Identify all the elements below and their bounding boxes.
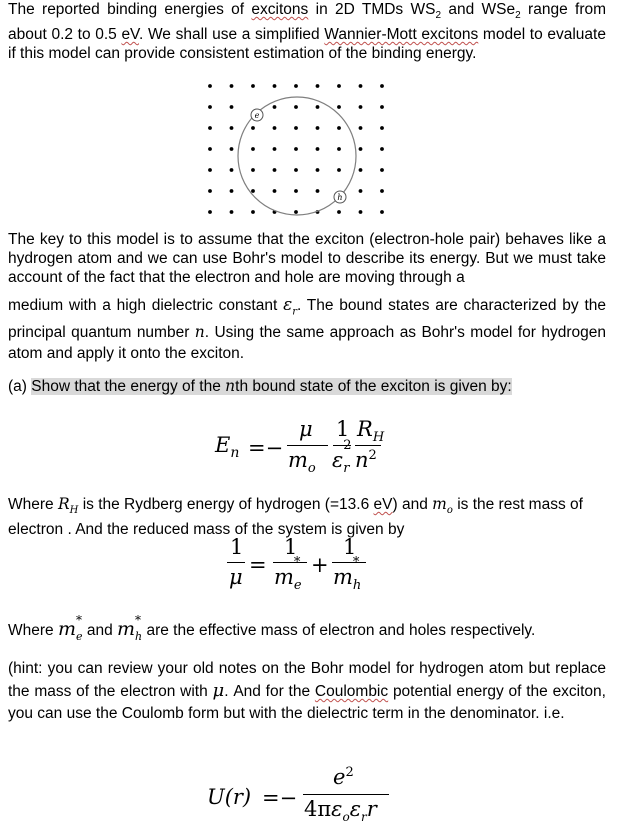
lattice-dots xyxy=(208,84,384,214)
part-a-question xyxy=(8,377,606,396)
lattice-dot xyxy=(208,210,212,214)
lattice-dot xyxy=(208,105,212,109)
lattice-dot xyxy=(208,168,212,172)
spellcheck-excitons: excitons xyxy=(251,1,309,18)
lattice-dot xyxy=(316,84,320,88)
lattice-dot xyxy=(380,105,384,109)
lattice-dot xyxy=(251,84,255,88)
lattice-dot xyxy=(251,147,255,151)
lattice-dot xyxy=(337,147,341,151)
lattice-dot xyxy=(273,126,277,130)
lattice-dot xyxy=(294,126,298,130)
lattice-dot xyxy=(359,105,363,109)
lattice-dot xyxy=(230,210,234,214)
lattice-dot xyxy=(380,168,384,172)
lattice-dot xyxy=(337,84,341,88)
lattice-dot xyxy=(380,189,384,193)
lattice-dot xyxy=(230,147,234,151)
lattice-dot xyxy=(337,126,341,130)
lattice-dot xyxy=(316,147,320,151)
lattice-dot xyxy=(359,210,363,214)
key-paragraph: The key to this model is to assume that the exciton (electron-hole pair) behaves like a hydrogen atom and we can use Bohr's model to describe its energy. But we must take account of the fact that the electron and hole are moving through a xyxy=(8,231,606,286)
epsilon-r-symbol: $\varepsilon_r$ xyxy=(283,295,297,318)
lattice-dot xyxy=(359,84,363,88)
lattice-dot xyxy=(337,105,341,109)
lattice-dot xyxy=(273,147,277,151)
lattice-dot xyxy=(380,84,384,88)
lattice-dot xyxy=(294,168,298,172)
medium-paragraph: medium with a high dielectric constant $\varepsilon_r$. The bound states are characterized by the principal quantum number n. Using the same approach as Bohr's model for hydrogen atom and apply it onto the exciton. xyxy=(8,295,606,363)
intro-paragraph: The reported binding energies of excitons in 2D TMDs $WS_2$ and WSe$_2$ range from about 0.2 to 0.5 eV. We shall use a simplified Wannier-Mott excitons model to evaluate if this model can provide consistent estimation of the binding energy. xyxy=(8,1,607,63)
lattice-dot xyxy=(208,189,212,193)
lattice-dot xyxy=(316,126,320,130)
lattice-dot xyxy=(208,84,212,88)
lattice-dot xyxy=(208,147,212,151)
lattice-dot xyxy=(337,210,341,214)
lattice-dot xyxy=(294,84,298,88)
lattice-dot xyxy=(251,189,255,193)
part-a-label: (a) xyxy=(8,378,27,395)
lattice-dot xyxy=(380,126,384,130)
lattice-dot xyxy=(337,168,341,172)
lattice-dot xyxy=(316,105,320,109)
part-a-highlight: Show that the energy of the nth bound state of the exciton is given by: xyxy=(31,377,512,395)
lattice-dot xyxy=(273,189,277,193)
lattice-dot xyxy=(294,210,298,214)
lattice-dot xyxy=(359,147,363,151)
hint-paragraph: (hint: you can review your old notes on the Bohr model for hydrogen atom but replace the mass of the electron with μ. And for the Coulombic potential energy of the exciton, you can use the Coulomb form but with the dielectric term in the denominator. i.e. xyxy=(8,660,606,722)
lattice-dot xyxy=(273,105,277,109)
lattice-dot xyxy=(316,168,320,172)
lattice-dot xyxy=(359,126,363,130)
spellcheck-coulombic: Coulombic xyxy=(314,683,389,700)
lattice-dot xyxy=(273,168,277,172)
lattice-dot xyxy=(316,189,320,193)
spellcheck-wannier: Wannier-Mott excitons xyxy=(324,26,479,44)
n-symbol: n xyxy=(194,323,205,342)
lattice-dot xyxy=(380,210,384,214)
electron-label: e xyxy=(254,111,260,120)
lattice-dot xyxy=(251,210,255,214)
lattice-figure xyxy=(195,75,400,225)
lattice-dot xyxy=(230,168,234,172)
lattice-dot xyxy=(208,126,212,130)
hole-label: h xyxy=(337,193,343,202)
lattice-dot xyxy=(230,105,234,109)
lattice-dot xyxy=(294,105,298,109)
lattice-dot xyxy=(230,126,234,130)
rydberg-paragraph: Where $R_H$ is the Rydberg energy of hydrogen (=13.6 eV) and $m_o$ is the rest mass of electron . And the reduced mass of the system is given by xyxy=(8,495,583,539)
lattice-dot xyxy=(230,189,234,193)
lattice-dot xyxy=(273,84,277,88)
lattice-dot xyxy=(380,147,384,151)
lattice-dot xyxy=(294,189,298,193)
lattice-dot xyxy=(251,168,255,172)
lattice-dot xyxy=(294,147,298,151)
lattice-dot xyxy=(230,84,234,88)
effective-mass-paragraph: Where m * $_e$ and m * $_h$ are the effective mass of electron and holes respectively. xyxy=(8,613,536,643)
lattice-dot xyxy=(251,126,255,130)
lattice-dot xyxy=(359,168,363,172)
lattice-dot xyxy=(359,189,363,193)
